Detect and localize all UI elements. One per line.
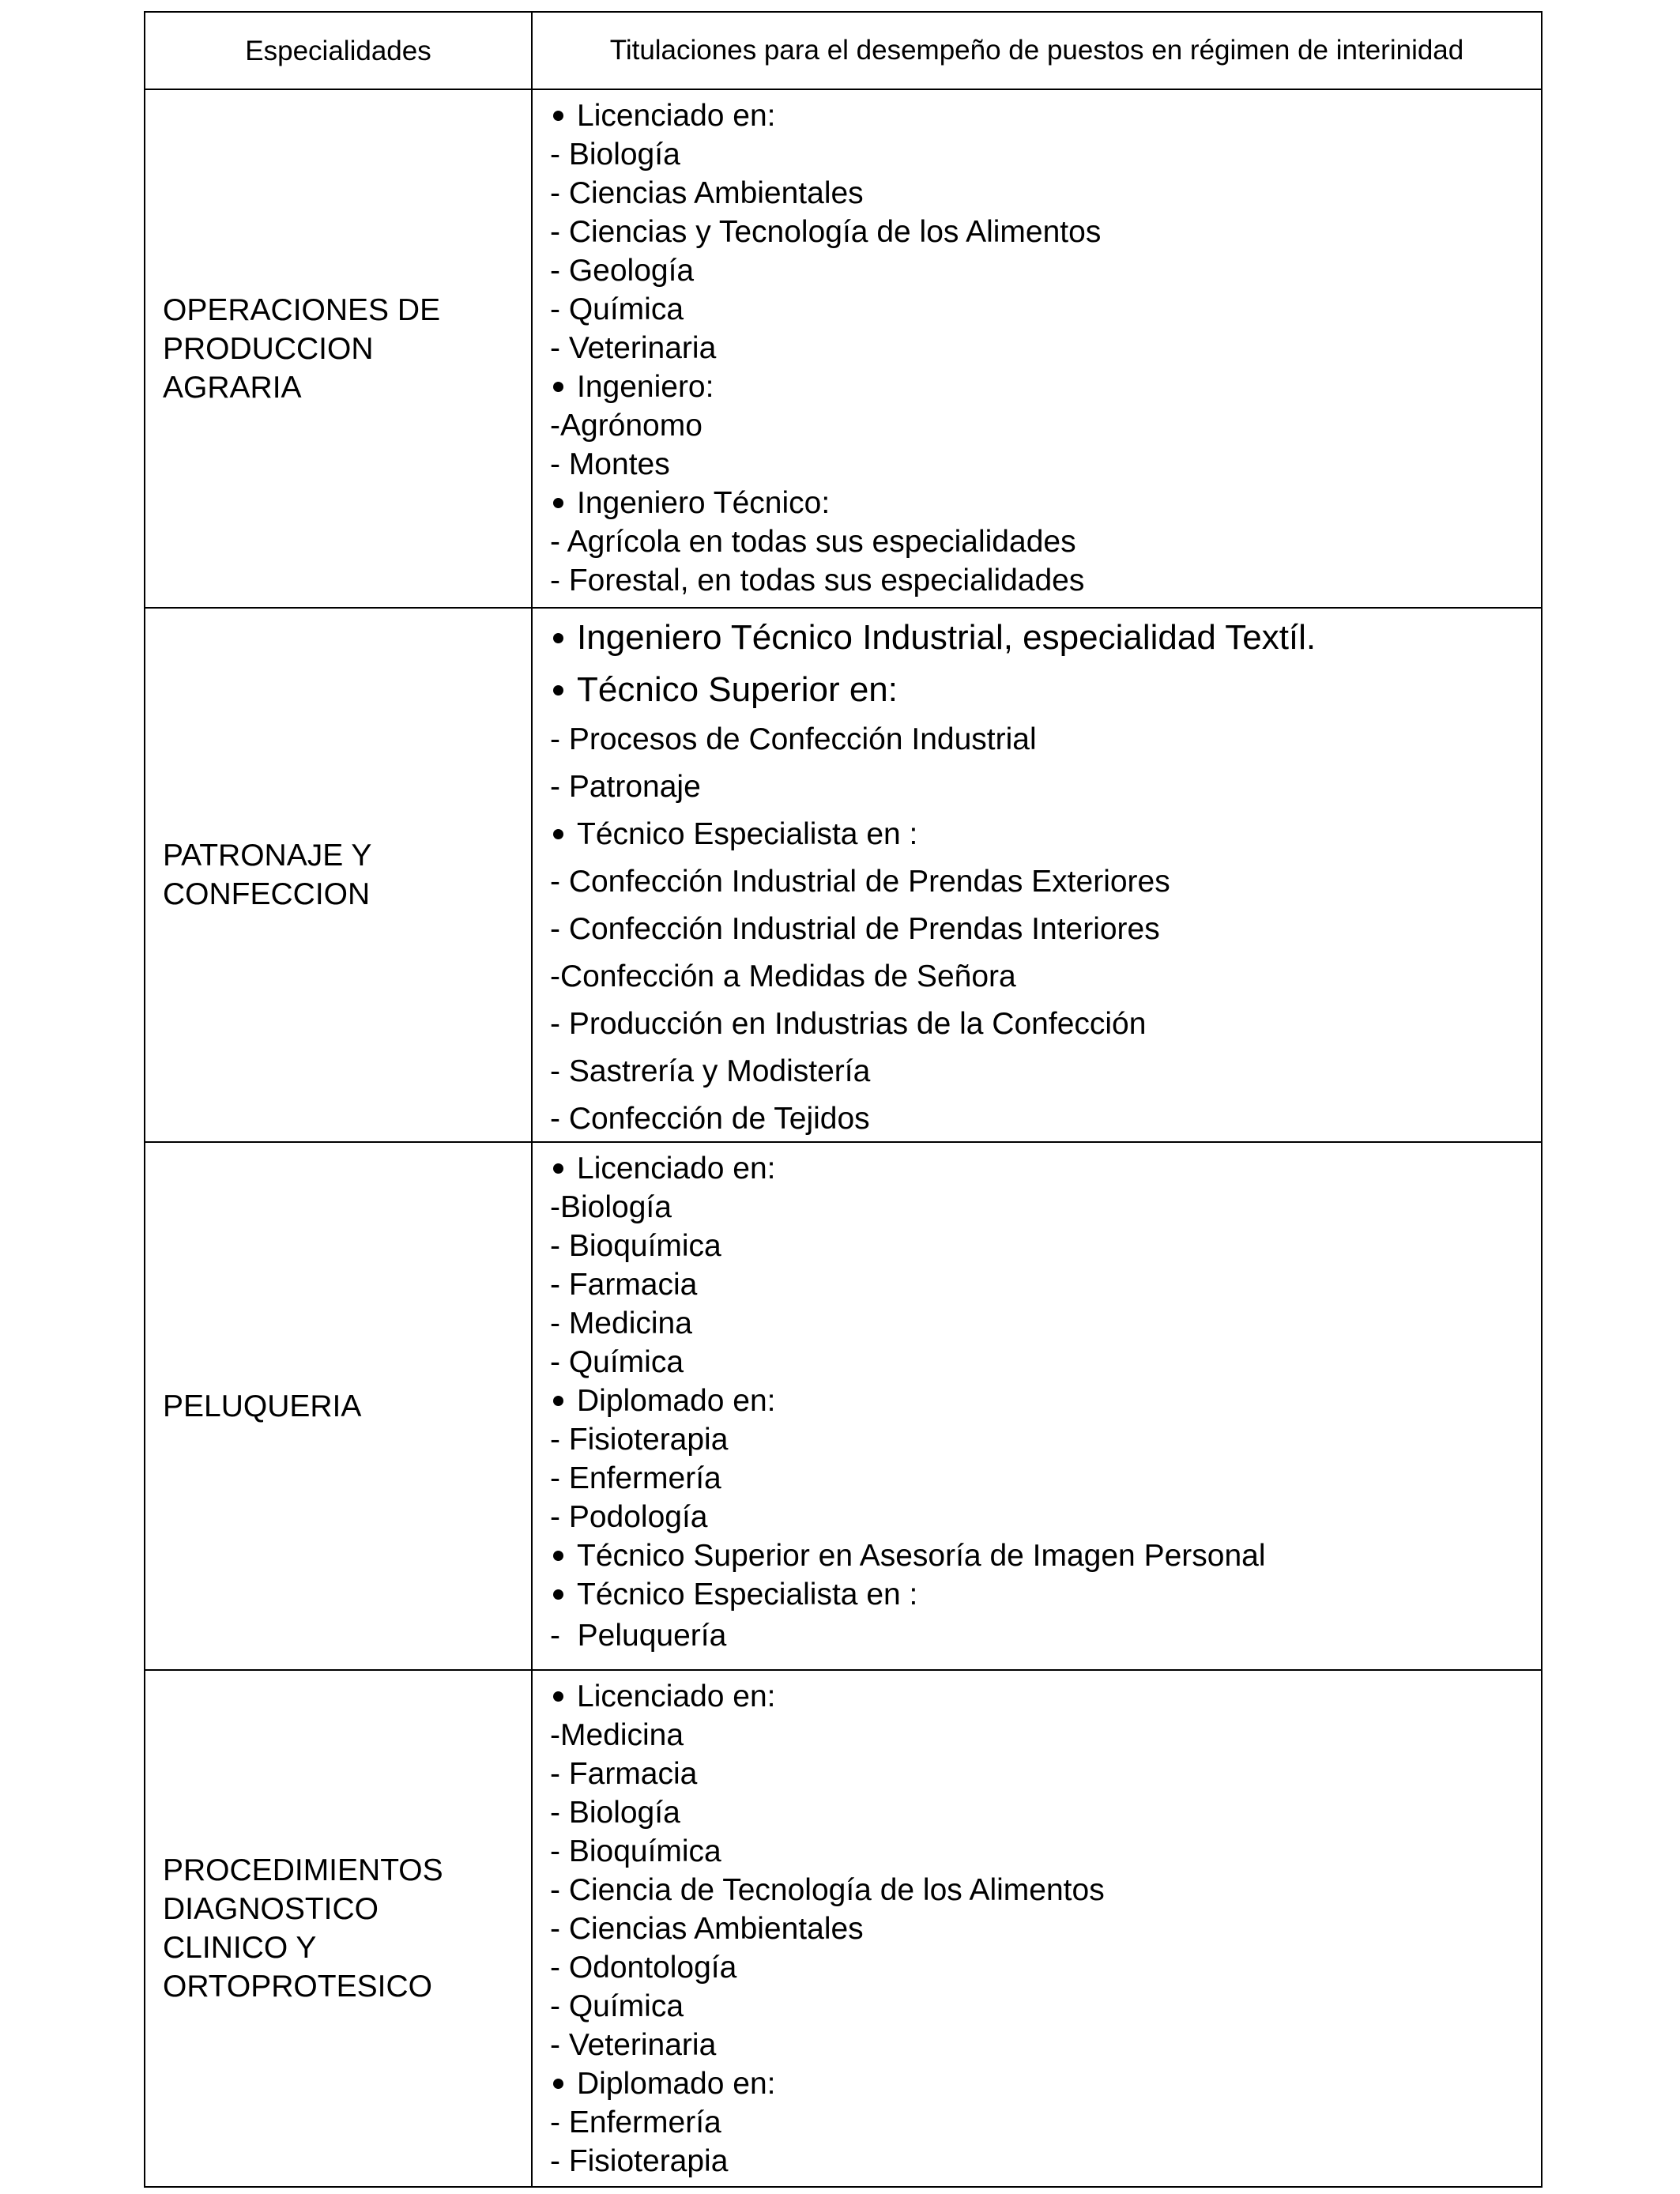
- qualification-item: [550, 1716, 1541, 1755]
- qualification-text: - Bioquímica: [550, 1834, 721, 1868]
- qualification-text: - Biología: [550, 138, 680, 172]
- qualification-text: - Sastrería y Modistería: [550, 1054, 871, 1088]
- qualification-text: - Procesos de Confección Industrial: [550, 722, 1037, 756]
- qualification-item: [550, 174, 1541, 213]
- bullet-icon: [550, 1677, 577, 1716]
- qualification-text: - Veterinaria: [550, 331, 717, 365]
- qualification-item: [550, 445, 1541, 484]
- qualification-item: [550, 716, 1541, 763]
- qualifications-cell: [533, 90, 1541, 607]
- qualification-heading: [550, 368, 1541, 406]
- qualification-item: [550, 1832, 1541, 1871]
- qualification-text: - Química: [550, 1989, 684, 2023]
- qualification-text: Técnico Especialista en :: [577, 817, 918, 851]
- qualification-heading: [550, 1575, 1541, 1614]
- qualification-item: [550, 1001, 1541, 1048]
- qualification-item: [550, 522, 1541, 561]
- qualification-heading: [550, 2064, 1541, 2103]
- qualification-text: - Agrícola en todas sus especialidades: [550, 525, 1076, 559]
- bullet-icon: [550, 1536, 577, 1575]
- bullet-icon: [550, 2064, 577, 2103]
- qualification-heading: [550, 1536, 1541, 1575]
- qualification-item: [550, 135, 1541, 174]
- qualification-item: [550, 1343, 1541, 1382]
- qualification-text: - Veterinaria: [550, 2028, 717, 2062]
- qualification-heading: [550, 664, 1541, 716]
- bullet-icon: [550, 811, 577, 858]
- qualification-text: - Ciencias Ambientales: [550, 176, 864, 210]
- qualification-heading: [550, 484, 1541, 522]
- qualification-text: - Producción en Industrias de la Confección: [550, 1007, 1147, 1041]
- qualification-item: [550, 1948, 1541, 1987]
- qualification-text: - Confección Industrial de Prendas Exteriores: [550, 865, 1170, 899]
- qualification-item: [550, 1459, 1541, 1498]
- qualification-text: - Bioquímica: [550, 1229, 721, 1263]
- qualification-text: - Ciencia de Tecnología de los Alimentos: [550, 1873, 1105, 1907]
- qualification-text: - Química: [550, 1345, 684, 1379]
- qualification-item: [550, 1498, 1541, 1536]
- qualification-text: - Confección Industrial de Prendas Interiores: [550, 912, 1160, 946]
- qualification-text: Ingeniero:: [577, 370, 714, 404]
- qualification-text: - Química: [550, 292, 684, 326]
- table-header-row: [145, 13, 1541, 89]
- qualification-text: Técnico Superior en:: [577, 670, 898, 709]
- qualifications-cell: [533, 609, 1541, 1141]
- bullet-icon: [550, 1382, 577, 1420]
- qualification-heading: [550, 811, 1541, 858]
- qualification-text: - Montes: [550, 447, 670, 481]
- qualification-text: - Farmacia: [550, 1757, 698, 1791]
- qualification-item: [550, 406, 1541, 445]
- qualification-text: - Fisioterapia: [550, 1423, 729, 1457]
- qualification-item: [550, 1614, 1541, 1658]
- qualification-item: [550, 329, 1541, 368]
- qualification-item: [550, 1095, 1541, 1143]
- qualification-text: - Biología: [550, 1796, 680, 1830]
- qualification-item: [550, 906, 1541, 953]
- qualification-item: [550, 1909, 1541, 1948]
- qualification-item: [550, 1188, 1541, 1227]
- qualification-item: [550, 561, 1541, 600]
- qualification-text: - Farmacia: [550, 1268, 698, 1302]
- qualification-text: -Biología: [550, 1190, 672, 1224]
- qualification-text: - Fisioterapia: [550, 2144, 729, 2178]
- specialty-name: OPERACIONES DE PRODUCCION AGRARIA: [163, 292, 441, 405]
- qualification-text: Diplomado en:: [577, 2067, 776, 2101]
- qualification-item: [550, 1048, 1541, 1095]
- qualification-heading: [550, 1382, 1541, 1420]
- table-row: [145, 1141, 1541, 1669]
- qualification-text: - Forestal, en todas sus especialidades: [550, 564, 1085, 598]
- qualification-item: [550, 251, 1541, 290]
- qualification-item: [550, 953, 1541, 1001]
- qualification-item: [550, 1987, 1541, 2026]
- qualification-item: [550, 1793, 1541, 1832]
- qualification-text: - Podología: [550, 1500, 708, 1534]
- qualification-heading: [550, 1149, 1541, 1188]
- qualification-item: [550, 858, 1541, 906]
- bullet-icon: [550, 612, 577, 664]
- table-row: [145, 607, 1541, 1141]
- qualification-text: -Confección a Medidas de Señora: [550, 959, 1016, 993]
- qualification-item: [550, 2142, 1541, 2181]
- qualification-text: - Medicina: [550, 1306, 692, 1340]
- qualification-text: - Ciencias y Tecnología de los Alimentos: [550, 215, 1102, 249]
- bullet-icon: [550, 1575, 577, 1614]
- bullet-icon: [550, 96, 577, 135]
- qualification-item: [550, 2026, 1541, 2064]
- specialty-name: PATRONAJE Y CONFECCION: [163, 839, 372, 911]
- qualifications-cell: [533, 1143, 1541, 1669]
- qualification-text: Diplomado en:: [577, 1384, 776, 1418]
- qualification-item: [550, 1755, 1541, 1793]
- qualifications-cell: [533, 1671, 1541, 2186]
- qualification-item: [550, 1420, 1541, 1459]
- qualification-text: - Confección de Tejidos: [550, 1102, 870, 1136]
- qualifications-table: [144, 11, 1543, 2188]
- qualification-text: Técnico Superior en Asesoría de Imagen Personal: [577, 1539, 1266, 1573]
- qualification-item: [550, 1871, 1541, 1909]
- qualification-text: - Enfermería: [550, 1461, 721, 1495]
- bullet-icon: [550, 1149, 577, 1188]
- qualification-item: [550, 2103, 1541, 2142]
- qualification-item: [550, 763, 1541, 811]
- qualification-text: Técnico Especialista en :: [577, 1578, 918, 1612]
- qualification-item: [550, 290, 1541, 329]
- specialty-name: PROCEDIMIENTOS DIAGNOSTICO CLINICO Y ORTOPROTESICO: [163, 1853, 443, 2004]
- qualification-heading: [550, 612, 1541, 664]
- qualification-heading: [550, 1677, 1541, 1716]
- qualification-text: - Peluquería: [550, 1619, 727, 1653]
- header-specialties: Especialidades: [145, 13, 533, 89]
- qualification-text: -Agrónomo: [550, 409, 703, 443]
- qualification-text: Ingeniero Técnico Industrial, especialidad Textíl.: [577, 618, 1317, 657]
- qualification-text: -Medicina: [550, 1718, 684, 1752]
- header-qualifications: Titulaciones para el desempeño de puestos en régimen de interinidad: [609, 35, 1464, 66]
- qualification-text: - Geología: [550, 254, 695, 288]
- qualification-item: [550, 213, 1541, 251]
- qualification-item: [550, 1227, 1541, 1265]
- qualification-text: - Patronaje: [550, 770, 701, 804]
- qualification-text: - Ciencias Ambientales: [550, 1912, 864, 1946]
- qualification-text: Ingeniero Técnico:: [577, 486, 831, 520]
- bullet-icon: [550, 368, 577, 406]
- table-row: [145, 1669, 1541, 2186]
- qualification-heading: [550, 96, 1541, 135]
- specialty-name: PELUQUERIA: [163, 1389, 362, 1423]
- qualification-text: Licenciado en:: [577, 1152, 776, 1186]
- qualification-item: [550, 1265, 1541, 1304]
- qualification-text: - Enfermería: [550, 2105, 721, 2139]
- qualification-text: - Odontología: [550, 1951, 737, 1985]
- qualification-item: [550, 1304, 1541, 1343]
- qualification-text: Licenciado en:: [577, 1679, 776, 1713]
- table-row: [145, 89, 1541, 607]
- bullet-icon: [550, 664, 577, 716]
- qualification-text: Licenciado en:: [577, 99, 776, 133]
- bullet-icon: [550, 484, 577, 522]
